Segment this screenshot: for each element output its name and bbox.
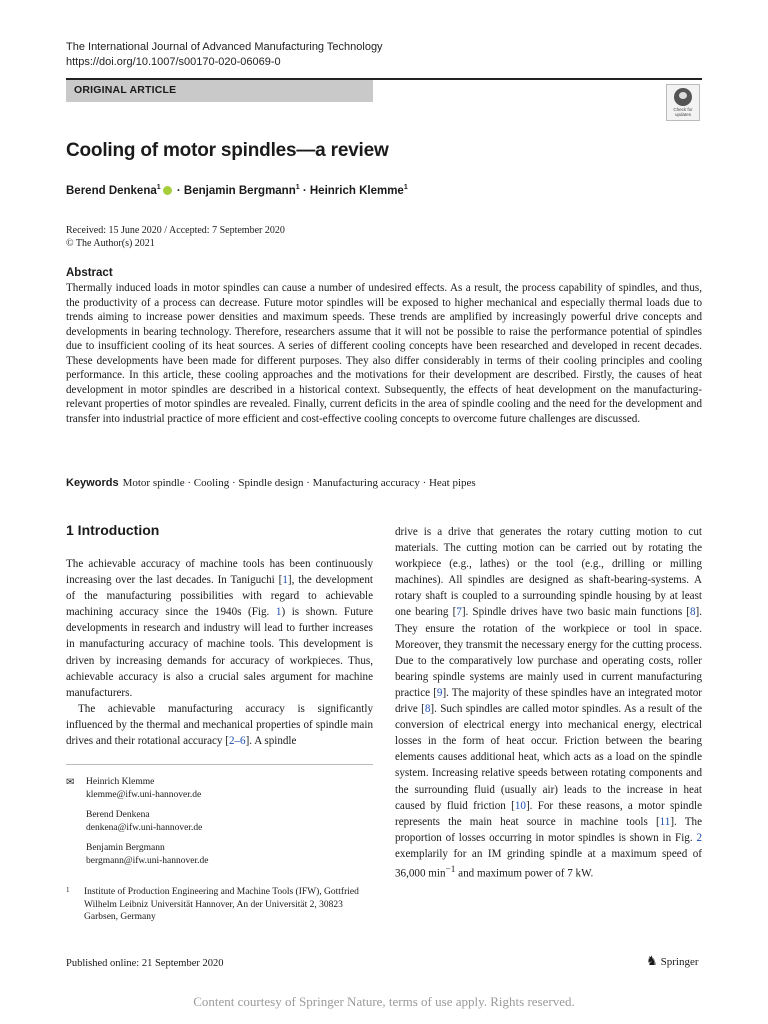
keywords-label: Keywords	[66, 477, 119, 489]
contact-name: Heinrich Klemme	[86, 777, 155, 787]
citation-link[interactable]: 8	[689, 606, 696, 619]
intro-paragraph: The achievable accuracy of machine tools has been continuously increasing over the last decades. In Taniguchi [1], the development of the manufacturing possibilities with regard to achievable machining accuracy since the 1940s (Fig. 1) is shown. Future developments in research and industry will lead to further increases in manufacturing accuracy of machine tools. This development is driven by increasing demands for accuracy of workpieces. Thus, achievable accuracy is also a crucial sales argument for machine manufacturers.	[66, 558, 374, 699]
check-for-updates-icon[interactable]	[666, 84, 700, 121]
journal-header	[66, 40, 383, 70]
affiliation-block	[66, 886, 373, 924]
right-column	[395, 524, 702, 882]
citation-link[interactable]: 8	[424, 703, 431, 716]
footnote-rule	[66, 764, 373, 765]
author-affil-sup: 1	[156, 184, 161, 191]
author-name[interactable]: Heinrich Klemme	[309, 184, 404, 197]
publisher-logo[interactable]	[646, 953, 699, 969]
contact-name: Benjamin Bergmann	[86, 843, 165, 853]
affiliation-text: Institute of Production Engineering and Machine Tools (IFW), Gottfried Wilhelm Leibniz Universität Hannover, An der Universität 2, 30823 Garbsen, Germany	[84, 887, 359, 922]
author-affil-sup: 1	[403, 184, 408, 191]
article-type-band: ORIGINAL ARTICLE	[66, 80, 373, 102]
left-column	[66, 556, 373, 749]
citation-link[interactable]: 10	[514, 799, 526, 812]
springer-horse-icon: ♞	[646, 953, 658, 968]
citation-link[interactable]: 2–6	[228, 735, 246, 748]
keywords	[66, 477, 476, 489]
contact-entry	[66, 776, 373, 801]
author-name[interactable]: Benjamin Bergmann	[183, 184, 296, 197]
keywords-list: Motor spindle · Cooling · Spindle design · Manufacturing accuracy · Heat pipes	[122, 477, 476, 489]
figure-link[interactable]: 2	[696, 831, 702, 844]
author-sep: ·	[299, 184, 310, 197]
paper-title: Cooling of motor spindles—a review	[66, 140, 389, 161]
doi-link[interactable]: https://doi.org/10.1007/s00170-020-06069-0	[66, 56, 281, 68]
published-date: Published online: 21 September 2020	[66, 958, 224, 969]
contact-name: Berend Denkena	[86, 810, 150, 820]
contact-entry	[66, 809, 373, 834]
received-accepted: Received: 15 June 2020 / Accepted: 7 September 2020	[66, 225, 285, 236]
author-affil-sup: 1	[295, 184, 300, 191]
article-dates	[66, 224, 285, 250]
abstract-text: Thermally induced loads in motor spindles can cause a number of undesired effects. As a result, the process capability of spindles, and thus, the productivity of a process can decrease. Future motor spindles will be exposed to higher mechanical and especially thermal loads due to trends aiming to increase power densities and maximum speeds. These trends are amplified by increasingly powerful drive concepts and developments in bearing technology. Therefore, researchers assume that it will not be possible to raise the performance potential of spindles due to insufficient cooling of its heat sources. A series of different cooling concepts have been researched and developed in recent decades. These developments have been made for different purposes. They also differ considerably in terms of their cooling principles and cooling performance. In this article, these cooling approaches and the motivations for their development are described. Firstly, the causes of heat development in motor spindles are described in a historical context. Subsequently, the effects of heat development on the manufacturing-relevant properties of motor spindles are revealed. Finally, current deficits in the area of spindle cooling and the need for the development and transfer into industrial practice of more efficient and cost-effective cooling concepts to overcome future challenges are discussed.	[66, 282, 702, 425]
copyright: © The Author(s) 2021	[66, 238, 155, 249]
contact-email[interactable]: bergmann@ifw.uni-hannover.de	[86, 855, 209, 866]
contact-email[interactable]: denkena@ifw.uni-hannover.de	[86, 822, 203, 833]
author-name[interactable]: Berend Denkena	[66, 184, 157, 197]
publisher-name: Springer	[660, 956, 699, 968]
check-for-updates-badge	[674, 88, 692, 106]
author-sep: ·	[173, 184, 184, 197]
citation-link[interactable]: 11	[659, 815, 671, 828]
affiliation-number: 1	[66, 886, 70, 894]
intro-paragraph: The achievable manufacturing accuracy is significantly influenced by the thermal and mechanical properties of spindle main drives and their rotational accuracy [2–6]. A spindle	[66, 702, 373, 748]
intro-paragraph-continued: drive is a drive that generates the rotary cutting motion to cut materials. The cutting motion can be carried out by rotating the workpiece (e.g., lathes) or the tool (e.g., drilling or milling machines). All spindles are designed as shaft-bearing-systems. A rotary shaft is coupled to a surrounding spindle housing by at least one bearing [7]. Spindle drives have two basic main functions [8]. They ensure the rotation of the workpiece or tool in space. Moreover, they transmit the necessary energy for the cutting process. Due to the comparatively low purchase and operating costs, roller bearing spindle systems are mainly used in current manufacturing practice [9]. The majority of these spindles have an integrated motor drive [8]. Such spindles are called motor spindles. As a result of the conversion of electrical energy into mechanical energy, electrical losses in the form of heat occur. Friction between the bearing elements causes additional heat, which acts as a load on the spindle system. Increasing relative speeds between rotating components and the surrounding fluid (usually air) leads to the increase in heat caused by fluid friction [10]. For these reasons, a motor spindle represents the main heat source in machine tools [11]. The proportion of losses occurring in motor spindles is shown in Fig. 2 exemplarily for an IM grinding spindle at a maximum speed of 36,000 $\min^{-1}$ and maximum power of 7 kW.	[395, 526, 703, 880]
courtesy-notice: Content courtesy of Springer Nature, terms of use apply. Rights reserved.	[193, 994, 575, 1009]
citation-link[interactable]: 9	[436, 686, 443, 699]
journal-name: The International Journal of Advanced Manufacturing Technology	[66, 41, 383, 53]
abstract-heading: Abstract	[66, 267, 113, 279]
orcid-icon[interactable]	[163, 186, 172, 195]
envelope-icon: ✉	[66, 777, 75, 788]
figure-link[interactable]: 1	[275, 606, 282, 619]
contact-email[interactable]: klemme@ifw.uni-hannover.de	[86, 789, 202, 800]
contact-entry	[66, 842, 373, 867]
author-list	[66, 184, 408, 197]
citation-link[interactable]: 7	[456, 606, 462, 619]
citation-link[interactable]: 1	[282, 574, 288, 587]
section-heading-introduction: 1 Introduction	[66, 522, 160, 538]
correspondence-block	[66, 776, 373, 875]
check-for-updates-label: Check for updates	[673, 107, 693, 117]
